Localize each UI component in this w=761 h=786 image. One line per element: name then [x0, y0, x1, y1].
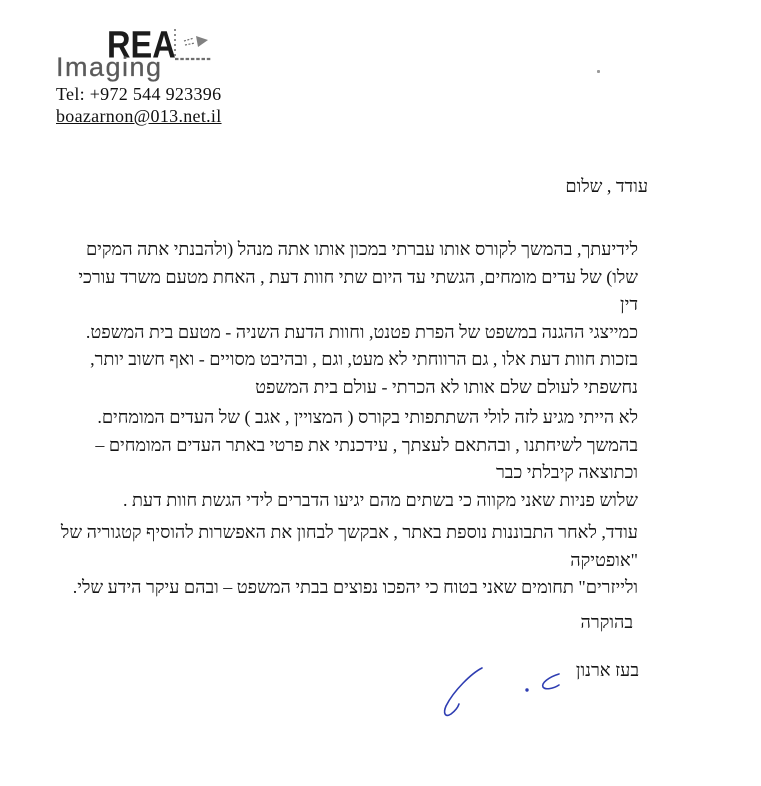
greeting-line: עודד , שלום: [565, 176, 648, 196]
letter-line: בזכות חוות דעת אלו , גם הרווחתי לא מעט, וגם , ובהיבט מסויים - ואף חשוב יותר,: [90, 349, 638, 369]
brand-logo-subtext: Imaging: [56, 52, 163, 82]
letter-line: לא הייתי מגיע לזה לולי השתתפותי בקורס ( המצויין , אגב ) של העדים המומחים.: [97, 407, 638, 427]
closing-line: בהוקרה: [580, 612, 633, 632]
laser-arrow-logo-icon: [172, 28, 214, 66]
signature-scribble-icon: [428, 658, 570, 730]
letter-line: כמייצגי ההגנה במשפט של הפרת פטנט, וחוות הדעת השניה - מטעם בית המשפט.: [85, 321, 638, 342]
scan-speck: [597, 70, 600, 73]
letter-line: שלוש פניות שאני מקווה כי בשתים מהם יגיעו הדברים לידי הגשת חוות דעת .: [122, 489, 638, 510]
letter-paragraph-3: [60, 519, 638, 602]
letter-line: שלו) של עדים מומחים, הגשתי עד היום שתי חוות דעת , האחת מטעם משרד עורכי דין: [78, 266, 638, 314]
email-address: boazarnon@013.net.il: [56, 106, 222, 126]
letter-line: עודד, לאחר התבוננות נוספת באתר , אבקשך לבחון את האפשרות להוסיף קטגוריה של "אופטיקה: [60, 522, 638, 570]
letter-line: בהמשך לשיחתנו , ובהתאם לעצתך , עידכנתי את פרטי באתר העדים המומחים – וכתוצאה קיבלתי כבר: [95, 434, 638, 482]
letter-paragraph-2: [60, 404, 638, 514]
phone-number: Tel: +972 544 923396: [56, 84, 222, 104]
letter-line: ולייזרים" תחומים שאני בטוח כי יהפכו נפוצים בבתי המשפט – ובהם עיקר הידע שלי.: [72, 577, 638, 597]
letter-line: נחשפתי לעולם שלם אותו לא הכרתי - עולם בית המשפט: [255, 376, 638, 397]
signature-name: בעז ארנון: [575, 660, 639, 680]
letter-line: לידיעתך, בהמשך לקורס אותו עברתי במכון אותו אתה מנהל (ולהבנתי אתה המקים: [85, 239, 638, 259]
brand-logo-text: REA: [107, 24, 176, 66]
letter-paragraph-1: [70, 236, 638, 401]
